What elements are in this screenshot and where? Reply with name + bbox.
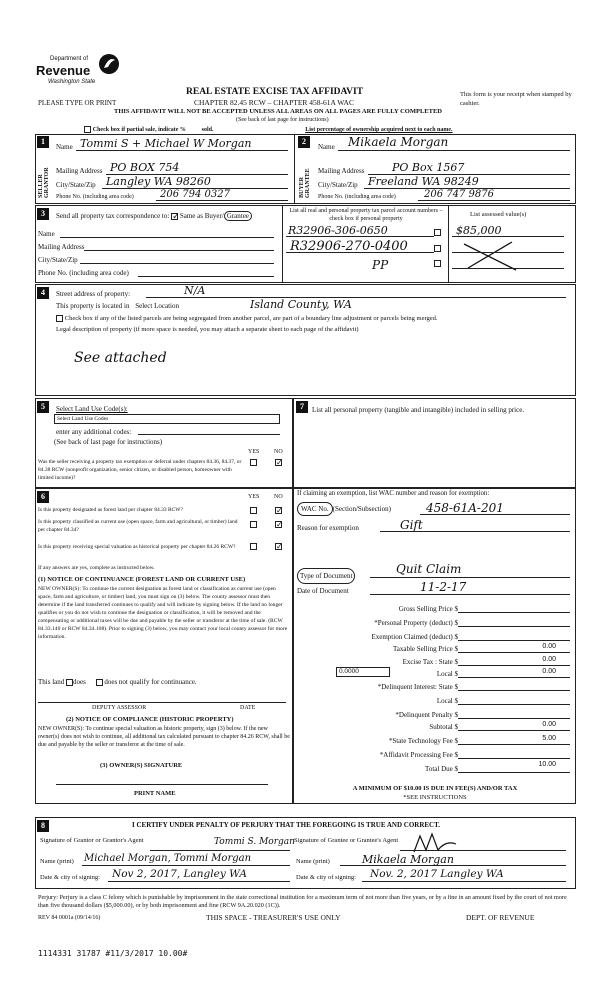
rev-number: REV 84 0001a (09/14/16) xyxy=(38,915,101,921)
segregated-row xyxy=(56,314,438,322)
section-6-number: 6 xyxy=(37,491,49,503)
section-6-box xyxy=(35,488,293,804)
exemption-question: Was the seller receiving a property tax exemption or deferral under chapters 84.36, 84.37, or 84.38 RCW (nonprofit organization, senior citizen, or disabled person, homeowner with limited income)? xyxy=(38,459,242,481)
notice1-title: (1) NOTICE OF CONTINUANCE (FOREST LAND OR CURRENT USE) xyxy=(38,576,246,583)
form-warning: THIS AFFIDAVIT WILL NOT BE ACCEPTED UNLESS ALL AREAS ON ALL PAGES ARE FULLY COMPLETED xyxy=(114,108,442,115)
grantor-date[interactable]: Nov 2, 2017, Langley WA xyxy=(112,868,247,880)
s6-q1: Is this property designated as forest land per chapter 84.33 RCW? xyxy=(38,507,183,513)
dept-revenue: DEPT. OF REVENUE xyxy=(466,913,535,922)
grantee-label: Grantee xyxy=(224,211,252,221)
parcel-1-pp-checkbox[interactable] xyxy=(434,229,441,236)
form-title: REAL ESTATE EXCISE TAX AFFIDAVIT xyxy=(186,87,364,97)
parcel-pp-note: PP xyxy=(372,258,389,272)
notice2-title: (2) NOTICE OF COMPLIANCE (HISTORIC PROPERTY) xyxy=(66,716,234,723)
deputy-date: DATE xyxy=(240,705,256,711)
does-not-checkbox[interactable] xyxy=(96,679,103,686)
notice1-text: NEW OWNER(S): To continue the current designation as forest land or classification as current use (open space, farm and agriculture, or timber) land, you must sign on (3) below. The county assessor must then determine if the land transferred continues to qualify and will indicate by signing below. If the land no longer qualifies or you do not wish to continue the designation or classification, it will be removed and the compensating or additional taxes will be due and payable by the seller or transferor at the time of sale. (RCW 84.33.140 or RCW 84.34.108). Prior to signing (3) below, you may contact your local county assessor for more information. xyxy=(38,586,288,640)
seller-phone[interactable]: 206 794 0327 xyxy=(160,189,230,200)
s6-q3-no-checkbox[interactable]: ✓ xyxy=(276,542,283,551)
buyer-city-label: City/State/Zip xyxy=(318,181,358,189)
subtotal-value: 0.00 xyxy=(542,721,556,728)
logo-swirl-icon xyxy=(98,52,120,76)
total-label: Total Due $ xyxy=(425,765,458,773)
grantor-date-label: Date & city of signing: xyxy=(40,874,100,881)
seller-mail-label: Mailing Address xyxy=(56,167,103,175)
partial-sale-checkbox[interactable] xyxy=(84,126,91,133)
doc-type-label: Type of Document xyxy=(297,568,355,584)
delinquent-state-label: *Delinquent Interest: State $ xyxy=(377,683,458,691)
buyer-name-label: Name xyxy=(318,143,335,151)
s6-q2-yes-checkbox[interactable] xyxy=(250,521,257,528)
excise-state-value: 0.00 xyxy=(542,656,556,663)
street-label: Street address of property: xyxy=(56,290,131,298)
s3-name-label: Name xyxy=(38,230,55,238)
does-checkbox[interactable] xyxy=(66,679,73,686)
parcel-3-pp-checkbox[interactable] xyxy=(434,260,441,267)
grantee-signature[interactable] xyxy=(412,832,458,854)
segregated-checkbox[interactable] xyxy=(56,315,63,322)
section-5-number: 5 xyxy=(37,401,49,413)
s6-q2: Is this property classified as current use (open space, farm and agricultural, or timber) land per chapter 84.34? xyxy=(38,519,238,533)
same-as-checkbox[interactable]: ✓ xyxy=(172,210,180,221)
land-use-see-back: (See back of last page for instructions) xyxy=(54,438,163,446)
s6-q1-yes-checkbox[interactable] xyxy=(250,507,257,514)
reason-value[interactable]: Gift xyxy=(400,518,423,532)
s3-city-label: City/State/Zip xyxy=(38,256,78,264)
land-use-label: Select Land Use Code(s): xyxy=(56,405,128,413)
subtotal-label: Subtotal $ xyxy=(429,723,458,731)
s3-phone-label: Phone No. (including area code) xyxy=(38,269,129,277)
buyer-name[interactable]: Mikaela Morgan xyxy=(348,135,449,149)
logo-revenue: Revenue xyxy=(36,63,91,78)
perjury-note: Perjury: Perjury is a class C felony which is punishable by imprisonment in the state correctional institution for a maximum term of not more than five years, or by a fine in an amount fixed by the court of not more than five thousand dollars ($5,000.00), or by both imprisonment and fine (RCW 9A.20.020 (1C)). xyxy=(38,894,567,909)
section-8-number: 8 xyxy=(37,820,49,832)
grantee-name-label: Name (print) xyxy=(296,858,330,865)
buyer-city[interactable]: Freeland WA 98249 xyxy=(368,175,479,188)
this-land-label: This land xyxy=(38,678,65,686)
taxable-label: Taxable Selling Price $ xyxy=(392,645,458,653)
wac-label: WAC No. xyxy=(297,502,333,516)
s3-mail-label: Mailing Address xyxy=(38,243,85,251)
tech-fee-label: *State Technology Fee $ xyxy=(388,737,458,745)
logo-state: Washington State xyxy=(48,79,96,85)
wac-value[interactable]: 458-61A-201 xyxy=(426,501,504,515)
street-value[interactable]: N/A xyxy=(184,284,206,297)
s5-no-checkbox[interactable]: ✓ xyxy=(276,458,283,467)
s6-if-yes: If any answers are yes, complete as instructed below. xyxy=(38,565,155,571)
does-label: does xyxy=(73,678,86,686)
see-instructions: *SEE INSTRUCTIONS xyxy=(403,794,467,801)
s6-no: NO xyxy=(274,494,283,500)
parcel-header: List all real and personal property tax parcel account numbers – check box if personal property xyxy=(289,208,443,222)
buyer-mail-label: Mailing Address xyxy=(318,167,365,175)
excise-state-label: Excise Tax : State $ xyxy=(402,658,458,666)
parcel-1[interactable]: R32906-306-0650 xyxy=(288,224,388,237)
buyer-mail[interactable]: PO Box 1567 xyxy=(392,161,465,174)
local-rate-box[interactable]: 0.0000 xyxy=(336,667,390,677)
gross-label: Gross Selling Price $ xyxy=(398,605,458,613)
dor-logo xyxy=(36,52,126,100)
form-chapter: CHAPTER 82.45 RCW – CHAPTER 458-61A WAC xyxy=(194,98,354,107)
minimum-note: A MINIMUM OF $10.00 IS DUE IN FEE(S) AND/OR TAX xyxy=(352,785,518,792)
seller-name[interactable]: Tommi S + Michael W Morgan xyxy=(80,137,252,150)
doc-type-value[interactable]: Quit Claim xyxy=(396,562,462,576)
legal-label: Legal description of property (if more space is needed, you may attach a separate sheet to each page of the affidavit) xyxy=(56,326,359,333)
partial-sale-sold: sold. xyxy=(201,127,214,133)
send-correspondence-row xyxy=(56,212,252,220)
seller-phone-label: Phone No. (including area code) xyxy=(56,194,134,200)
doc-date-value[interactable]: 11-2-17 xyxy=(420,580,467,594)
see-back-header: (See back of last page for instructions) xyxy=(236,117,329,123)
grantee-date[interactable]: Nov. 2, 2017 Langley WA xyxy=(370,868,504,880)
doc-date-label: Date of Document xyxy=(297,587,349,595)
county-value[interactable]: Island County, WA xyxy=(250,298,352,311)
wac-sub: (Section/Subsection) xyxy=(332,505,391,513)
section-4-number: 4 xyxy=(37,287,49,299)
grantee-name[interactable]: Mikaela Morgan xyxy=(362,853,454,866)
delinquent-penalty-label: *Delinquent Penalty $ xyxy=(395,711,458,719)
same-as-label: Same as Buyer/ xyxy=(179,212,224,220)
partial-sale-label: Check box if partial sale, indicate % xyxy=(92,127,186,133)
receipt-note: This form is your receipt when stamped by cashier. xyxy=(460,91,572,107)
s5-yes: YES xyxy=(248,449,260,455)
grantor-name-label: Name (print) xyxy=(40,858,74,865)
certify-text: I CERTIFY UNDER PENALTY OF PERJURY THAT THE FOREGOING IS TRUE AND CORRECT. xyxy=(132,821,441,829)
logo-dept-of: Department of xyxy=(50,56,89,62)
reason-label: Reason for exemption xyxy=(297,524,359,532)
assessed-1[interactable]: $85,000 xyxy=(456,224,502,237)
ownership-note: List percentage of ownership acquired next to each name. xyxy=(305,127,453,133)
seller-name-label: Name xyxy=(56,143,73,151)
legal-description[interactable]: See attached xyxy=(74,350,167,366)
assessed-header: List assessed value(s) xyxy=(470,211,527,218)
buyer-phone[interactable]: 206 747 9876 xyxy=(424,189,494,200)
grantor-signature[interactable]: Tommi S. Morgan xyxy=(214,837,295,847)
delinquent-local-label: Local $ xyxy=(436,697,458,705)
section-1-number: 1 xyxy=(37,136,49,148)
grantee-sig-label: Signature of Grantee or Grantee's Agent xyxy=(294,837,399,844)
buyer-phone-label: Phone No. (including area code) xyxy=(318,194,396,200)
local-value: 0.00 xyxy=(542,668,556,675)
select-location[interactable]: Select Location xyxy=(135,302,179,310)
parcel-2[interactable]: R32906-270-0400 xyxy=(290,239,408,254)
located-row xyxy=(56,302,179,310)
print-name: PRINT NAME xyxy=(134,790,176,797)
exemption-text: If claiming an exemption, list WAC number and reason for exemption: xyxy=(297,490,490,497)
buyer-vertical-label: BUYER GRANTEE xyxy=(299,168,311,198)
total-value: 10.00 xyxy=(538,761,556,768)
does-not-label: does not qualify for continuance. xyxy=(104,678,197,686)
section-3-number: 3 xyxy=(37,208,49,220)
additional-label: enter any additional codes: xyxy=(56,428,132,436)
s5-yes-checkbox[interactable] xyxy=(250,459,257,466)
taxable-value: 0.00 xyxy=(542,643,556,650)
send-label: Send all property tax correspondence to: xyxy=(56,212,170,220)
treasurer-use: THIS SPACE - TREASURER'S USE ONLY xyxy=(206,913,341,922)
this-land-row xyxy=(38,678,197,686)
please-type: PLEASE TYPE OR PRINT xyxy=(38,99,117,107)
tech-fee-value: 5.00 xyxy=(542,735,556,742)
seller-mail[interactable]: PO BOX 754 xyxy=(110,161,180,174)
personal-label: *Personal Property (deduct) $ xyxy=(374,619,458,627)
wac-row xyxy=(297,505,391,513)
land-use-select[interactable]: Select Land Use Codes xyxy=(54,414,280,424)
segregated-label: Check box if any of the listed parcels are being segregated from another parcel, are part of a boundary line adjustment or parcels being merged. xyxy=(64,315,438,322)
s6-q1-no-checkbox[interactable]: ✓ xyxy=(276,506,283,515)
owners-signature: (3) OWNER(S) SIGNATURE xyxy=(100,762,183,769)
s6-q3: Is this property receiving special valuation as historical property per chapter 84.26 RCW? xyxy=(38,544,236,550)
section-2-number: 2 xyxy=(298,136,310,148)
grantee-date-label: Date & city of signing: xyxy=(296,874,356,881)
parcel-2-pp-checkbox[interactable] xyxy=(434,245,441,252)
s6-q2-no-checkbox[interactable]: ✓ xyxy=(276,520,283,529)
section-7-number: 7 xyxy=(296,401,308,413)
s6-q3-yes-checkbox[interactable] xyxy=(250,543,257,550)
located-label: This property is located in xyxy=(56,302,130,310)
s6-yes: YES xyxy=(248,494,260,500)
seller-city[interactable]: Langley WA 98260 xyxy=(106,175,211,188)
notice2-text: NEW OWNER(S): To continue special valuation as historic property, sign (3) below. If the new owner(s) does not wish to continue, all additional tax calculated pursuant to chapter 84.26 RCW, shall be due and payable by the seller or transferor at the time of sale. xyxy=(38,726,290,748)
grantor-name[interactable]: Michael Morgan, Tommi Morgan xyxy=(84,853,252,864)
seller-city-label: City/State/Zip xyxy=(56,181,96,189)
cashier-stamp: 1114331 31787 #11/3/2017 10.00# xyxy=(38,949,188,958)
deputy-assessor: DEPUTY ASSESSOR xyxy=(92,705,147,711)
grantor-sig-label: Signature of Grantor or Grantor's Agent xyxy=(40,837,144,844)
exemption-claimed-label: Exemption Claimed (deduct) $ xyxy=(371,633,458,641)
local-label: Local $ xyxy=(436,670,458,678)
seller-vertical-label: SELLER GRANTOR xyxy=(38,167,50,198)
section-7-text: List all personal property (tangible and intangible) included in selling price. xyxy=(312,406,525,414)
affidavit-fee-label: *Affidavit Processing Fee $ xyxy=(379,751,458,759)
s5-no: NO xyxy=(274,449,283,455)
